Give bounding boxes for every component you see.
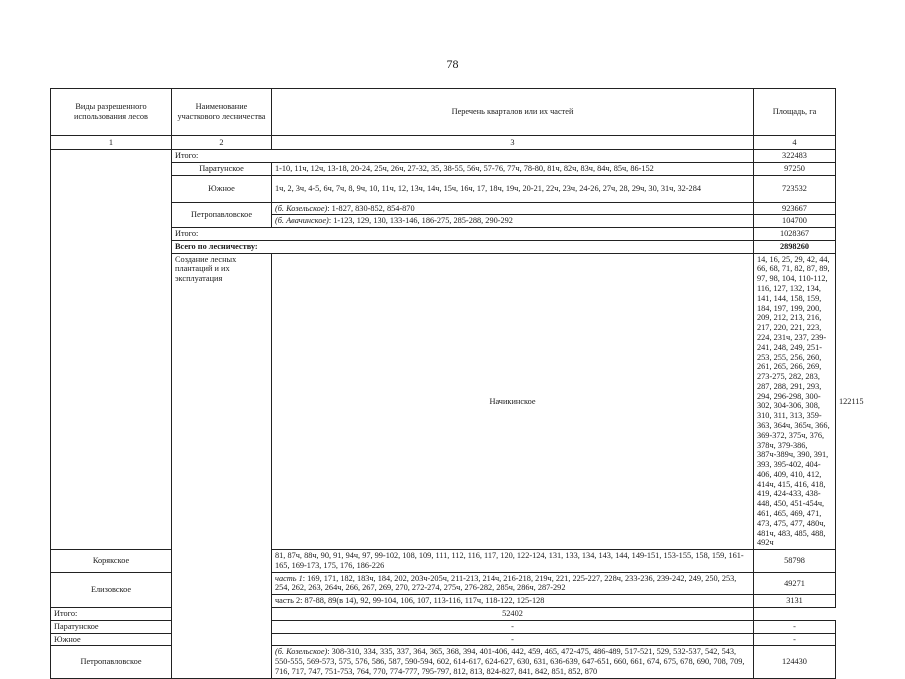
column-number: 2: [172, 136, 272, 150]
part-label: часть 1: [275, 573, 303, 583]
forestry-name: Петропавловское: [51, 646, 172, 678]
area-value: 923667: [754, 202, 836, 215]
subtotal-area: 52402: [272, 608, 754, 621]
quarters-list: 1ч, 2, 3ч, 4-5, 6ч, 7ч, 8, 9ч, 10, 11ч, 12, 13ч, 14ч, 15ч, 16ч, 17, 18ч, 19ч, 20-21, 22ч, 23ч, 24-26, 27ч, 28, 29ч, 30, 31ч, 32-284: [272, 175, 754, 202]
quarters-text: : 1-123, 129, 130, 133-146, 186-275, 285-288, 290-292: [328, 216, 513, 226]
table-row: [51, 633, 836, 646]
forestry-name: Паратунское: [51, 620, 172, 633]
area-value: -: [754, 620, 836, 633]
subtotal-label: Итого:: [51, 608, 272, 621]
table-header-row: [51, 89, 836, 136]
forestry-name: Южное: [172, 175, 272, 202]
quarters-list: [272, 215, 754, 228]
quarters-list: -: [272, 620, 754, 633]
header-area: Площадь, га: [754, 89, 836, 136]
former-forestry-label: (б. Козельское): [275, 203, 328, 213]
quarters-list: часть 2: 87-88, 89(в 14), 92, 99-104, 106, 107, 113-116, 117ч, 118-122, 125-128: [272, 595, 754, 608]
area-value: 104700: [754, 215, 836, 228]
forest-quarters-table: [50, 88, 864, 679]
table-row: [51, 572, 836, 595]
forestry-name: Паратунское: [172, 162, 272, 175]
subtotal-label: Итого:: [172, 228, 754, 241]
quarters-list: 14, 16, 25, 29, 42, 44, 66, 68, 71, 82, 87, 89, 97, 98, 104, 110-112, 116, 127, 132, 134, 141, 144, 158, 159, 184, 197, 199, 200, 209, 212, 213, 216, 217, 220, 221, 223, 224, 231ч, 237, 239-241, 248, 249, 251-253, 255, 256, 260, 261, 265, 266, 269, 273-275, 282, 283, 287, 288, 291, 293, 294, 296-298, 300-302, 304-306, 308, 310, 311, 313, 359-363, 364ч, 365ч, 366, 369-372, 375ч, 376, 378ч, 379-386, 387ч-389ч, 390, 391, 393, 395-402, 404-406, 409, 410, 412, 414ч, 415, 416, 418, 419, 424-433, 438-448, 450, 451-454ч, 461, 465, 469, 471, 473, 475, 477, 480ч, 481ч, 483, 485, 488, 492ч: [754, 253, 836, 549]
table-row: Создание лесных плантаций и их эксплуатация Начикинское 14, 16, 25, 29, 42, 44, 66, 68, 71, 82, 87, 89, 97, 98, 104, 110-112, 116, 127, 132, 134, 141, 144, 158, 159, 184, 197, 199, 200, 209, 212, 213, 216, 217, 220, 221, 223, 224, 231ч, 237, 239-241, 248, 249, 251-253, 255, 256, 260, 261, 265, 266, 269, 273-275, 282, 283, 287, 288, 291, 293, 294, 296-298, 300-302, 304-306, 308, 310, 311, 313, 359-363, 364ч, 365ч, 366, 369-372, 375ч, 376, 378ч, 379-386, 387ч-389ч, 390, 391, 393, 395-402, 404-406, 409, 410, 412, 414ч, 415, 416, 418, 419, 424-433, 438-448, 450, 451-454ч, 461, 465, 469, 471, 473, 475, 477, 480ч, 481ч, 483, 485, 488, 492ч 122115: [51, 253, 836, 549]
page-number: 78: [446, 57, 459, 71]
area-value: 97250: [754, 162, 836, 175]
header-quarters: Перечень кварталов или их частей: [272, 89, 754, 136]
column-number-row: [51, 136, 836, 150]
grand-total-label: Всего по лесничеству:: [172, 240, 754, 253]
quarters-text: : 169, 171, 182, 183ч, 184, 202, 203ч-205ч, 211-213, 214ч, 216-218, 219ч, 221, 225-227, 228ч, 233-236, 239-242, 249, 250, 253, 254, 262, 263, 264ч, 266, 267, 269, 270, 272-274, 275ч, 276-282, 285ч, 286ч, 287-292: [275, 573, 737, 593]
table-row: [51, 550, 836, 573]
table-row: [51, 620, 836, 633]
area-value: 124430: [754, 646, 836, 678]
area-value: -: [754, 633, 836, 646]
column-number: 3: [272, 136, 754, 150]
use-type-cell-empty: [51, 150, 172, 550]
subtotal-area: 322483: [754, 150, 836, 163]
subtotal-area: 1028367: [754, 228, 836, 241]
table-row: [51, 646, 836, 678]
use-type-cell: Создание лесных плантаций и их эксплуатация: [172, 253, 272, 678]
header-use-type: Виды разрешенного использования лесов: [51, 89, 172, 136]
quarters-list: [272, 646, 754, 678]
subtotal-label: Итого:: [172, 150, 754, 163]
area-value: 49271: [754, 572, 836, 595]
area-value: 723532: [754, 175, 836, 202]
grand-total-area: 2898260: [754, 240, 836, 253]
header-forestry: Наименование участкового лесничества: [172, 89, 272, 136]
table-row: [51, 608, 836, 621]
former-forestry-label: (б. Козельское): [275, 647, 328, 657]
table-row: [51, 150, 836, 163]
quarters-list: -: [272, 633, 754, 646]
column-number: 4: [754, 136, 836, 150]
area-value: 3131: [754, 595, 836, 608]
quarters-list: [272, 202, 754, 215]
forestry-name: Петропавловское: [172, 202, 272, 228]
quarters-list: 1-10, 11ч, 12ч, 13-18, 20-24, 25ч, 26ч, 27-32, 35, 38-55, 56ч, 57-76, 77ч, 78-80, 81ч, 82ч, 83ч, 84ч, 85ч, 86-152: [272, 162, 754, 175]
forestry-name: Корякское: [51, 550, 172, 573]
quarters-text: : 1-827, 830-852, 854-870: [327, 203, 415, 213]
quarters-text: : 308-310, 334, 335, 337, 364, 365, 368, 394, 401-406, 442, 459, 465, 472-475, 486-489, 517-521, 529, 532-537, 542, 543, 550-555, 569-573, 575, 576, 586, 587, 590-594, 602, 614-617, 624-627, 630, 631, 636-639, 647-651, 660, 661, 674, 675, 678, 690, 708, 709, 716, 717, 747, 751-753, 764, 770, 774-777, 795-797, 812, 813, 824-827, 841, 842, 851, 852, 870: [275, 647, 745, 676]
column-number: 1: [51, 136, 172, 150]
forestry-name: Начикинское: [272, 253, 754, 549]
forestry-name: Елизовское: [51, 572, 172, 607]
area-value: 58798: [754, 550, 836, 573]
quarters-list: 81, 87ч, 88ч, 90, 91, 94ч, 97, 99-102, 108, 109, 111, 112, 116, 117, 120, 122-124, 131, 133, 134, 143, 144, 149-151, 153-155, 158, 159, 161-165, 169-173, 175, 176, 186-226: [272, 550, 754, 573]
quarters-list: [272, 572, 754, 595]
forestry-name: Южное: [51, 633, 172, 646]
former-forestry-label: (б. Авачинское): [275, 216, 329, 226]
